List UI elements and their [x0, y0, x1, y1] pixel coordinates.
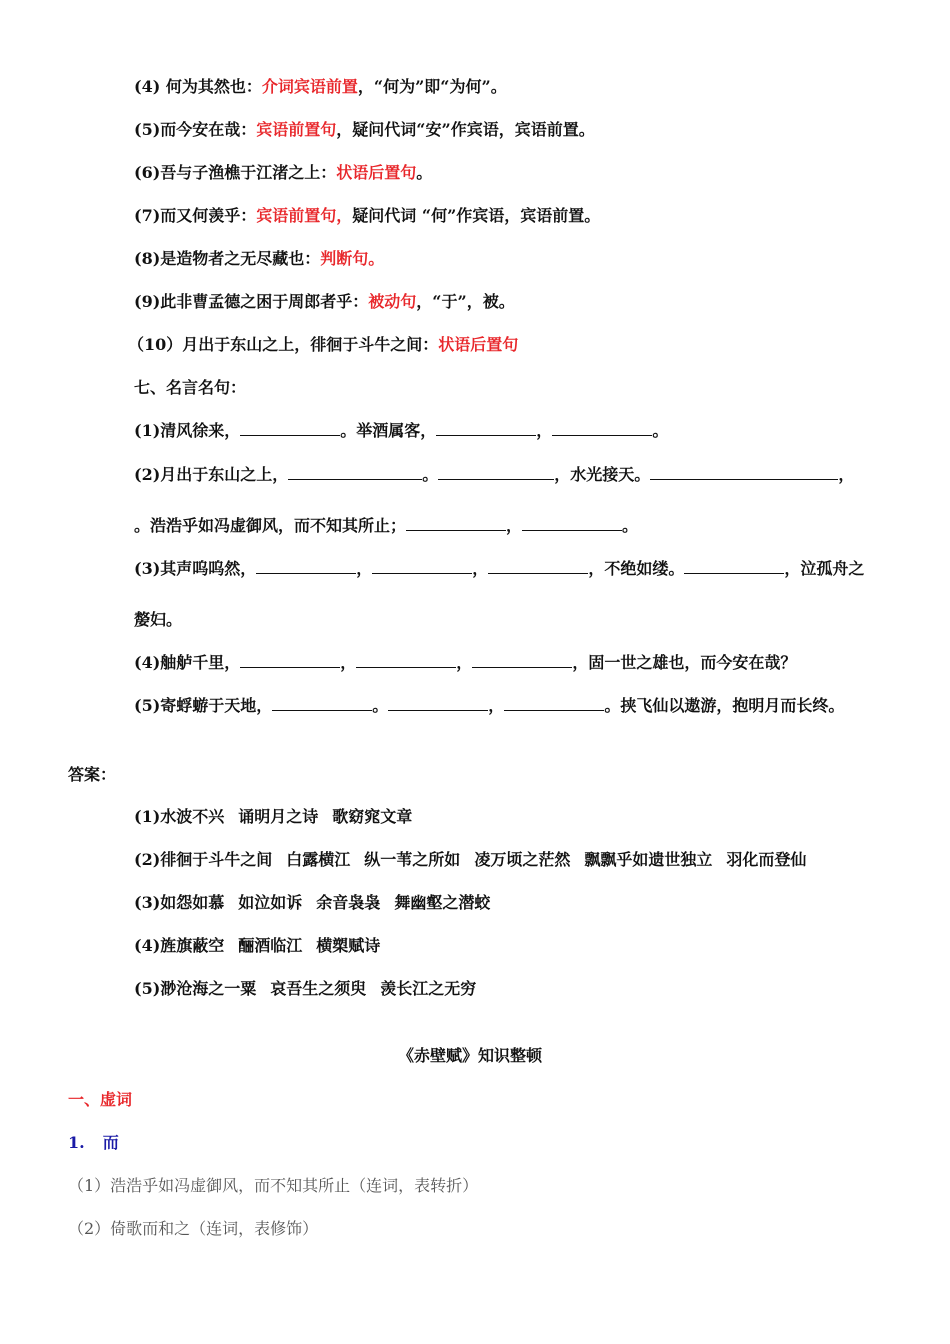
- answer-phrase: 诵明月之诗: [238, 807, 319, 826]
- fill-blank[interactable]: [522, 516, 622, 531]
- quote-text: 。: [422, 465, 439, 484]
- answer-4: [134, 935, 380, 957]
- quote-text: ，固一世之雄也，而今安在哉？: [572, 653, 797, 672]
- answer-phrase: 如泣如诉: [238, 893, 303, 912]
- answer-phrase: 余音袅袅: [316, 893, 381, 912]
- grammar-label: 宾语前置句，: [256, 206, 353, 225]
- fill-blank[interactable]: [438, 465, 554, 480]
- fill-blank[interactable]: [436, 421, 536, 436]
- quote-text: (5)寄蜉蝣于天地，: [134, 696, 273, 715]
- quote-text: 。挟飞仙以遨游，抱明月而长终。: [604, 696, 845, 715]
- quote-text: ，: [456, 653, 473, 672]
- quote-2: [134, 464, 854, 486]
- answer-phrase: 羡长江之无穷: [380, 979, 477, 998]
- sentence-text: (4) 何为其然也：: [134, 77, 262, 96]
- answer-phrase: (1)水波不兴: [134, 807, 225, 826]
- quote-text: ，: [340, 653, 357, 672]
- quote-text: ，: [356, 559, 373, 578]
- item-word: 而: [102, 1133, 119, 1152]
- quote-text: ，水光接天。: [554, 465, 651, 484]
- sentence-text: (6)吾与子渔樵于江渚之上：: [134, 163, 337, 182]
- answer-phrase: 哀吾生之须臾: [270, 979, 367, 998]
- sentence-10: [128, 334, 518, 356]
- sentence-text: (5)而今安在哉：: [134, 120, 257, 139]
- fill-blank[interactable]: [488, 559, 588, 574]
- example-2: （2）倚歌而和之（连词，表修饰）: [68, 1219, 319, 1238]
- answer-phrase: 酾酒临江: [238, 936, 303, 955]
- fill-blank[interactable]: [240, 653, 340, 668]
- sentence-note: 疑问代词 “何”作宾语，宾语前置。: [352, 206, 601, 225]
- quote-5: [134, 695, 844, 717]
- quote-text: 。: [652, 421, 669, 440]
- answer-phrase: 飘飘乎如遗世独立: [584, 850, 713, 869]
- fill-blank[interactable]: [388, 696, 488, 711]
- grammar-label: 状语后置句: [438, 335, 519, 354]
- fill-blank[interactable]: [552, 421, 652, 436]
- sentence-5: [134, 119, 595, 141]
- answer-phrase: 纵一苇之所如: [364, 850, 461, 869]
- fill-blank[interactable]: [356, 653, 456, 668]
- sentence-9: [134, 291, 515, 313]
- quote-text: (3)其声呜呜然，: [134, 559, 257, 578]
- quote-text: ，: [506, 516, 523, 535]
- answer-phrase: 羽化而登仙: [726, 850, 807, 869]
- quote-1: [134, 420, 668, 442]
- grammar-label: 宾语前置句: [256, 120, 337, 139]
- quote-text: ，: [472, 559, 489, 578]
- answer-3: [134, 892, 490, 914]
- sentence-text: (8)是造物者之无尽藏也：: [134, 249, 321, 268]
- answer-phrase: (2)徘徊于斗牛之间: [134, 850, 273, 869]
- quote-text: 。浩浩乎如冯虚御风，而不知其所止；: [134, 516, 407, 535]
- sentence-4: [134, 76, 507, 98]
- answer-phrase: (5)渺沧海之一粟: [134, 979, 257, 998]
- item-number: 1.: [68, 1133, 85, 1152]
- answer-phrase: 凌万顷之茫然: [474, 850, 571, 869]
- fill-blank[interactable]: [372, 559, 472, 574]
- sentence-note: ，疑问代词“安”作宾语，宾语前置。: [336, 120, 595, 139]
- fill-blank[interactable]: [504, 696, 604, 711]
- item-1-heading: [68, 1132, 119, 1154]
- example-1: （1）浩浩乎如冯虚御风，而不知其所止（连词，表转折）: [68, 1176, 479, 1195]
- fill-blank[interactable]: [272, 696, 372, 711]
- answer-phrase: (3)如怨如慕: [134, 893, 225, 912]
- answer-2: [134, 849, 806, 871]
- quote-text: 。: [622, 516, 639, 535]
- quote-text: (1)清风徐来，: [134, 421, 241, 440]
- grammar-label: 被动句: [368, 292, 417, 311]
- grammar-label: 判断句。: [320, 249, 385, 268]
- section-1-heading: 一、虚词: [68, 1090, 133, 1109]
- grammar-label: 状语后置句: [336, 163, 417, 182]
- quote-text: 。: [372, 696, 389, 715]
- answer-phrase: 歌窈窕文章: [332, 807, 413, 826]
- quote-text: ，: [838, 465, 855, 484]
- sentence-7: [134, 205, 600, 227]
- quote-text: ，不绝如缕。: [588, 559, 685, 578]
- quote-2-continued: [134, 515, 638, 537]
- fill-blank[interactable]: [650, 465, 838, 480]
- section-7-title: 七、名言名句：: [134, 378, 247, 397]
- fill-blank[interactable]: [406, 516, 506, 531]
- sentence-8: [134, 248, 384, 270]
- quote-text: ，: [536, 421, 553, 440]
- fill-blank[interactable]: [240, 421, 340, 436]
- quote-text: (2)月出于东山之上，: [134, 465, 289, 484]
- sentence-text: (9)此非曹孟德之困于周郎者乎：: [134, 292, 369, 311]
- answer-phrase: 横槊赋诗: [316, 936, 381, 955]
- fill-blank[interactable]: [288, 465, 422, 480]
- sentence-6: [134, 162, 432, 184]
- answer-phrase: 白露横江: [286, 850, 351, 869]
- answer-phrase: (4)旌旗蔽空: [134, 936, 225, 955]
- doc-title: 《赤壁赋》知识整顿: [398, 1046, 543, 1065]
- sentence-note: ，“于”，被。: [416, 292, 515, 311]
- fill-blank[interactable]: [472, 653, 572, 668]
- quote-text: ，泣孤舟之: [784, 559, 865, 578]
- answer-1: [134, 806, 412, 828]
- sentence-text: (7)而又何羡乎：: [134, 206, 257, 225]
- quote-text: (4)舳舻千里，: [134, 653, 241, 672]
- answer-5: [134, 978, 476, 1000]
- quote-3-continued: 嫠妇。: [134, 610, 183, 629]
- grammar-label: 介词宾语前置: [261, 77, 358, 96]
- sentence-text: （10）月出于东山之上，徘徊于斗牛之间：: [128, 335, 439, 354]
- quote-text: ，: [488, 696, 505, 715]
- fill-blank[interactable]: [256, 559, 356, 574]
- sentence-note: ，“何为”即“为何”。: [357, 77, 507, 96]
- answers-label: 答案：: [68, 765, 117, 784]
- answer-phrase: 舞幽壑之潜蛟: [394, 893, 491, 912]
- quote-4: [134, 652, 796, 674]
- fill-blank[interactable]: [684, 559, 784, 574]
- sentence-note: 。: [416, 163, 433, 182]
- quote-3: [134, 558, 864, 580]
- quote-text: 。举酒属客，: [340, 421, 437, 440]
